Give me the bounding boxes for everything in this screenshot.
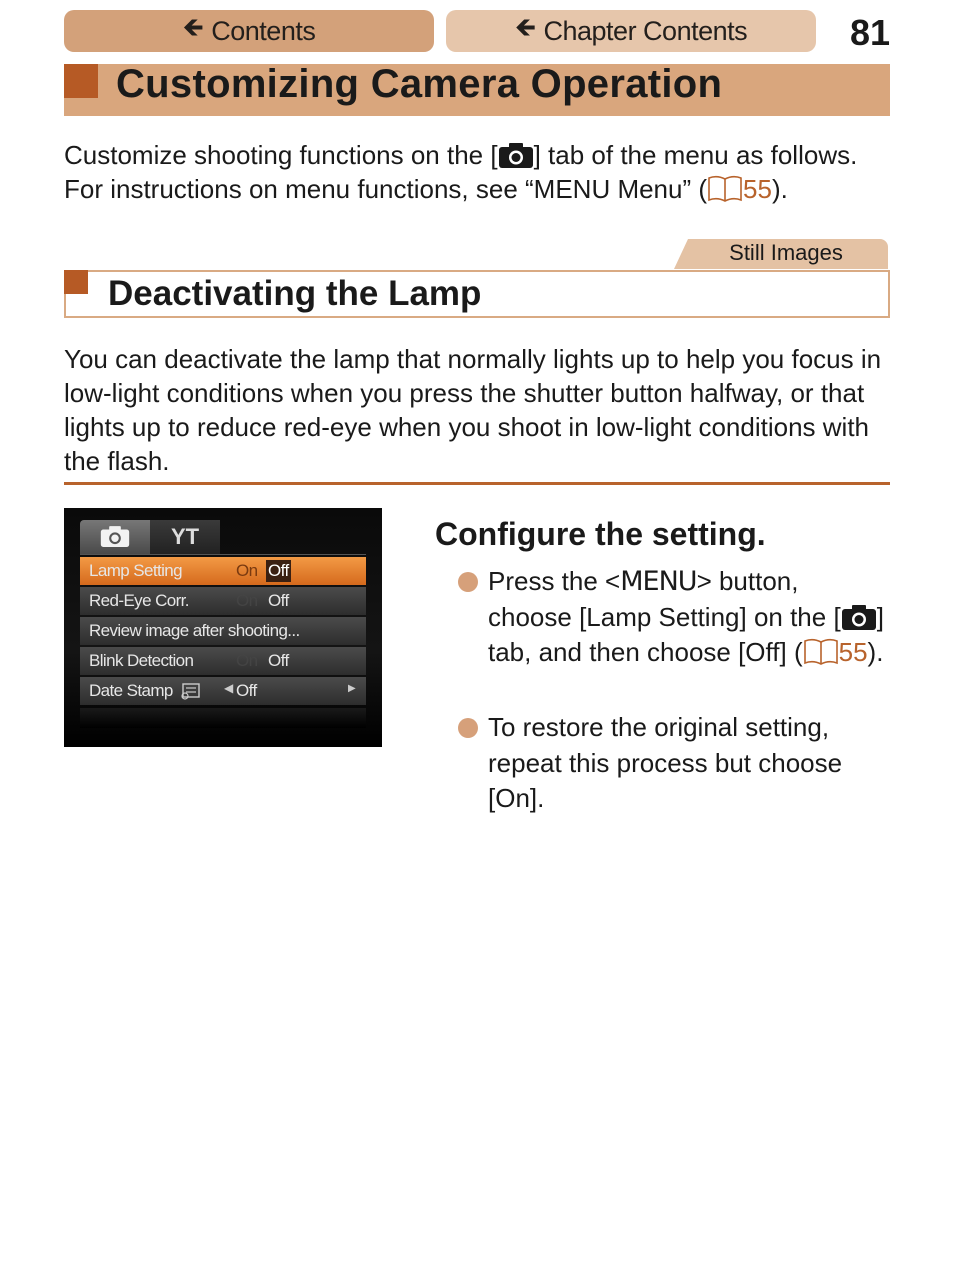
camera-screen-illustration (64, 508, 382, 747)
row-label: Review image after shooting... (89, 621, 300, 640)
row-option-off: Off (268, 651, 289, 670)
screen-row-review-image (80, 617, 366, 645)
arrow-left-icon: 🡸 (182, 12, 204, 42)
intro-text: ). (771, 174, 788, 204)
page-ref-number: 55 (838, 637, 868, 667)
section-body: You can deactivate the lamp that normally lights up to help you focus in low-light conditions when you press the shutter button halfway, or that lights up to reduce red-eye when you shoot in low-light conditions with the flash. (64, 344, 882, 476)
bullet-item-2: To restore the original setting, repeat this process but choose [On]. (488, 712, 843, 813)
wrench-icon: YT (170, 524, 200, 549)
left-arrow-icon: ◀ (224, 681, 233, 695)
row-option-on: On (236, 651, 258, 670)
contents-button[interactable] (64, 10, 434, 52)
chapter-title: Customizing Camera Operation (116, 62, 723, 106)
bullet-item-1 (488, 564, 888, 671)
row-label: Blink Detection (89, 651, 194, 670)
row-option-off: Off (268, 561, 289, 580)
chapter-contents-label: Chapter Contents (543, 15, 748, 46)
row-value: Off (236, 681, 257, 700)
camera-tab-icon (498, 143, 534, 169)
row-label: Red-Eye Corr. (89, 591, 189, 610)
arrow-left-icon: 🡸 (514, 12, 536, 42)
screen-tab-divider (80, 554, 366, 555)
step-title: Configure the setting. (435, 516, 766, 552)
screen-row-lamp-setting (80, 557, 366, 585)
still-images-label: Still Images (729, 240, 843, 265)
intro-text: ] tab of the menu as follows. (533, 140, 858, 170)
page-ref-number: 55 (743, 174, 772, 204)
page-ref-link[interactable] (707, 174, 772, 204)
row-option-on: On (236, 591, 258, 610)
camera-icon (100, 526, 130, 548)
contents-label: Contents (211, 15, 316, 46)
screen-row-blink-detection (80, 647, 366, 675)
section-divider (64, 482, 890, 485)
bullet-text: > button, choose [Lamp Setting] on the [ (488, 566, 841, 632)
intro-paragraph (64, 138, 894, 206)
bullet-text: ] tab, and then choose [Off] ( (488, 601, 884, 667)
section-title: Deactivating the Lamp (108, 274, 482, 313)
screen-bottom-area (80, 708, 366, 728)
row-label: Date Stamp (89, 681, 173, 700)
screen-row-red-eye (80, 587, 366, 615)
section-accent-square (64, 270, 88, 294)
book-icon (803, 637, 839, 665)
camera-tab-icon (841, 605, 877, 631)
row-option-off: Off (268, 591, 289, 610)
row-label: Lamp Setting (89, 561, 182, 580)
right-arrow-icon: ▶ (348, 683, 356, 694)
intro-text: Customize shooting functions on the [ (64, 140, 498, 170)
title-accent-square (64, 64, 98, 98)
date-stamp-icon (180, 682, 202, 700)
book-icon (707, 174, 743, 202)
chapter-contents-button[interactable] (446, 10, 816, 52)
bullet-dot (458, 718, 478, 738)
screen-tab-settings (150, 520, 220, 554)
bullet-text: ). (867, 637, 884, 667)
menu-button-glyph: MENU (620, 566, 697, 597)
page-number: 81 (849, 12, 890, 53)
bullet-dot (458, 572, 478, 592)
screen-tab-shooting (80, 520, 150, 554)
screen-row-date-stamp (80, 677, 366, 705)
bullet-text: Press the < (488, 566, 621, 596)
intro-text: For instructions on menu functions, see “MENU Menu” ( (64, 174, 708, 204)
row-option-on: On (236, 561, 258, 580)
page-ref-link[interactable] (803, 637, 868, 667)
